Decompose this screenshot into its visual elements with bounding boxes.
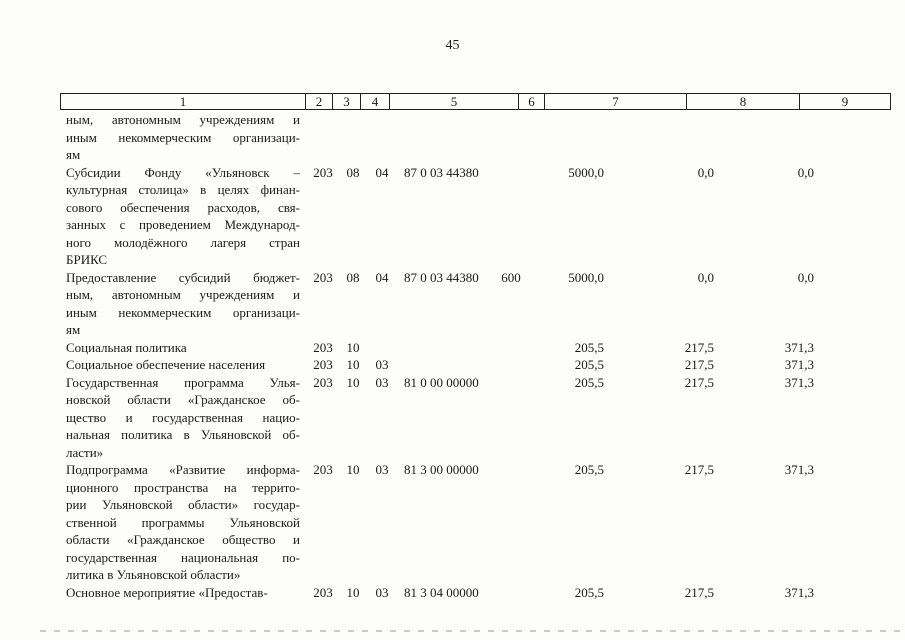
row-cell-c9: 0,0 <box>797 269 814 285</box>
row-cell-c4: 04 <box>375 269 389 285</box>
row-name-line: Основное мероприятие «Предостав- <box>66 584 268 600</box>
row-name <box>66 111 300 164</box>
row-cell-c7: 205,5 <box>574 374 604 390</box>
row-cell-c8: 217,5 <box>684 357 714 372</box>
table-row <box>0 339 905 357</box>
row-cell-c7: 5000,0 <box>568 269 604 285</box>
row-cell-c7: 205,5 <box>574 339 604 355</box>
row-cell-c3: 10 <box>346 339 360 355</box>
row-cell-c9: 371,3 <box>784 374 814 390</box>
row-cell-c2: 203 <box>313 269 333 285</box>
row-cell-c7: 205,5 <box>574 584 604 600</box>
column-header-9: 9 <box>800 94 891 110</box>
row-cell-c8: 217,5 <box>684 584 714 600</box>
column-header-4: 4 <box>361 94 390 110</box>
row-cell-c5: 81 0 00 00000 <box>404 374 479 390</box>
row-cell-c2: 203 <box>313 374 333 390</box>
row-name-line: БРИКС <box>66 252 108 267</box>
row-cell-c4: 03 <box>375 584 389 600</box>
row-name-line: ционного пространства на террито- <box>66 479 300 495</box>
row-cell-c7: 205,5 <box>574 462 604 477</box>
table-row <box>0 356 905 374</box>
row-name-line: иным некоммерческим организаци- <box>66 129 300 145</box>
row-cell-c5: 87 0 03 44380 <box>404 164 479 180</box>
row-cell-c5: 81 3 04 00000 <box>404 584 479 600</box>
row-name-line: ным, автономным учреждениям и <box>66 112 300 127</box>
row-cell-c4: 03 <box>375 357 389 372</box>
table-row <box>0 164 905 269</box>
row-cell-c4: 03 <box>375 462 389 477</box>
row-cell-c8: 217,5 <box>684 339 714 355</box>
row-name-line: иным некоммерческим организаци- <box>66 304 300 320</box>
row-cell-c2: 203 <box>313 164 333 180</box>
row-cell-c3: 08 <box>346 164 360 180</box>
row-cell-c8: 217,5 <box>684 374 714 390</box>
row-name <box>66 339 300 357</box>
page-number: 45 <box>445 38 460 53</box>
row-name-line: ственной программы Ульяновской <box>66 514 300 530</box>
row-cell-c8: 217,5 <box>684 462 714 477</box>
row-name-line: нальная политика в Ульяновской об- <box>66 427 300 442</box>
row-cell-c4: 04 <box>375 164 389 180</box>
row-cell-c8: 0,0 <box>697 164 714 180</box>
row-cell-c3: 10 <box>346 374 360 390</box>
row-name <box>66 461 300 584</box>
row-name-line: Социальная политика <box>66 339 187 355</box>
row-cell-c9: 371,3 <box>784 584 814 600</box>
row-name-line: ям <box>66 147 81 162</box>
row-cell-c7: 205,5 <box>574 357 604 372</box>
row-name-line: литика в Ульяновской области» <box>66 567 241 582</box>
row-name-line: Субсидии Фонду «Ульяновск – <box>66 164 300 180</box>
row-cell-c5: 81 3 00 00000 <box>404 462 479 477</box>
row-name <box>66 356 300 374</box>
row-name-line: области «Гражданское общество и <box>66 532 300 547</box>
row-name-line: ям <box>66 322 81 337</box>
table-row <box>0 374 905 462</box>
row-cell-c6: 600 <box>501 269 521 285</box>
row-cell-c3: 10 <box>346 357 360 372</box>
row-name-line: сового обеспечения расходов, свя- <box>66 199 300 215</box>
row-name-line: Социальное обеспечение населения <box>66 357 266 372</box>
row-name-line: ного молодёжного лагеря стран <box>66 234 300 250</box>
table-row <box>0 269 905 339</box>
row-name-line: Государственная программа Улья- <box>66 374 300 390</box>
row-name <box>66 584 300 602</box>
row-name <box>66 164 300 269</box>
row-name-line: государственная национальная по- <box>66 549 300 565</box>
table-row <box>0 111 905 164</box>
row-name-line: занных с проведением Международ- <box>66 217 300 232</box>
row-cell-c4: 03 <box>375 374 389 390</box>
column-header-2: 2 <box>306 94 333 110</box>
scan-edge-noise <box>40 630 900 632</box>
row-cell-c2: 203 <box>313 584 333 600</box>
table-row <box>0 461 905 584</box>
row-name-line: рии Ульяновской области» государ- <box>66 497 300 512</box>
row-name-line: культурная столица» в целях финан- <box>66 182 300 197</box>
row-name <box>66 269 300 339</box>
row-cell-c8: 0,0 <box>697 269 714 285</box>
column-header-1: 1 <box>61 94 306 110</box>
column-header-5: 5 <box>390 94 519 110</box>
table-row <box>0 584 905 602</box>
row-name <box>66 374 300 462</box>
row-cell-c5: 87 0 03 44380 <box>404 269 479 285</box>
row-cell-c9: 371,3 <box>784 462 814 477</box>
column-header-3: 3 <box>333 94 361 110</box>
column-header-table <box>60 93 891 110</box>
column-header-8: 8 <box>687 94 800 110</box>
row-name-line: Подпрограмма «Развитие информа- <box>66 462 300 477</box>
row-name-line: Предоставление субсидий бюджет- <box>66 269 300 285</box>
row-cell-c2: 203 <box>313 462 333 477</box>
row-name-line: щество и государственная нацио- <box>66 409 300 425</box>
row-cell-c3: 10 <box>346 462 360 477</box>
row-name-line: ласти» <box>66 444 104 460</box>
row-cell-c9: 371,3 <box>784 357 814 372</box>
row-name-line: ным, автономным учреждениям и <box>66 287 300 302</box>
row-cell-c7: 5000,0 <box>568 164 604 180</box>
column-header-6: 6 <box>519 94 545 110</box>
row-cell-c3: 10 <box>346 584 360 600</box>
row-cell-c3: 08 <box>346 269 360 285</box>
row-cell-c2: 203 <box>313 357 333 372</box>
row-name-line: новской области «Гражданское об- <box>66 392 300 407</box>
row-cell-c9: 0,0 <box>797 164 814 180</box>
row-cell-c9: 371,3 <box>784 339 814 355</box>
column-header-7: 7 <box>545 94 687 110</box>
row-cell-c2: 203 <box>313 339 333 355</box>
